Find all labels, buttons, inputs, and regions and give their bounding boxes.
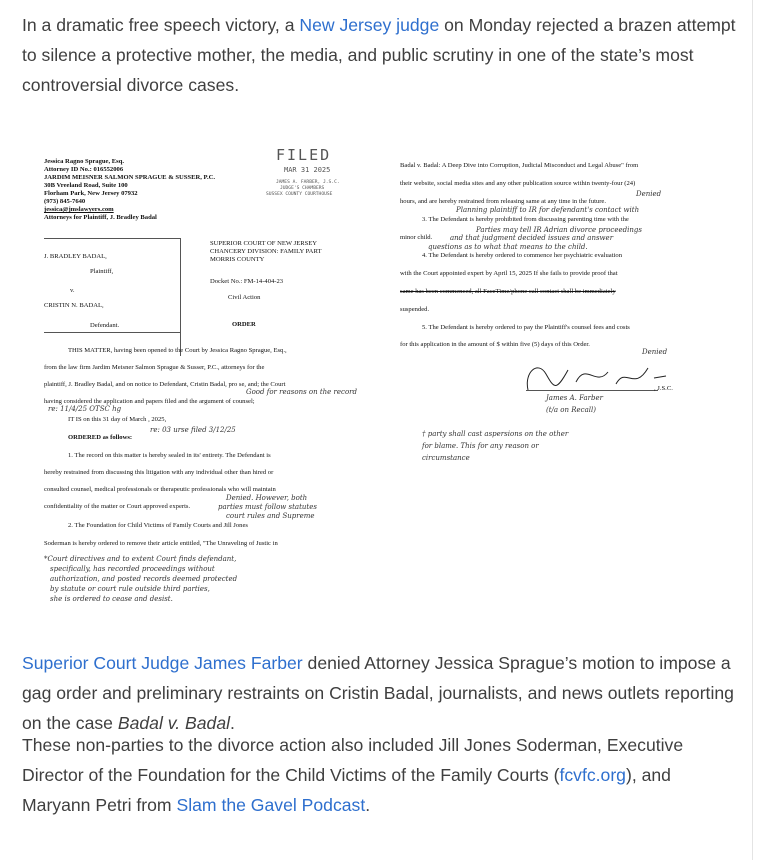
- handwriting-judgment: and that judgment decided issues and answer: [450, 234, 614, 242]
- handwriting-otsc: re: 11/4/25 OTSC hg: [48, 405, 122, 413]
- p2-item-4-a: 4. The Defendant is hereby ordered to commence her psychiatric evaluation: [422, 252, 622, 259]
- court-order-page-2-image: [396, 142, 682, 572]
- handwriting-judge-name: James A. Farber: [546, 394, 603, 402]
- body-line-3: plaintiff, J. Bradley Badal, and on notice to Defendant, Cristin Badal, pro se, and; the Court: [44, 381, 286, 388]
- body-line-5: IT IS on this 31 day of March , 2025,: [68, 416, 167, 423]
- slam-the-gavel-link[interactable]: Slam the Gavel Podcast: [176, 795, 366, 815]
- body-line-2: from the law firm Jardim Meisner Salmon Sprague & Susser, P.C., attorneys for the: [44, 364, 265, 371]
- defendant-label: Defendant.: [90, 322, 120, 329]
- handwriting-parties: Parties may tell IR Adrian divorce proceedings: [476, 226, 642, 234]
- defendant-name: CRISTIN N. BADAL,: [44, 302, 104, 309]
- ruling-text-b: .: [230, 713, 235, 733]
- plaintiff-name: J. BRADLEY BADAL,: [44, 253, 107, 260]
- handwriting-statute: by statute or court rule outside third parties,: [50, 585, 210, 593]
- non-parties-paragraph: [22, 730, 742, 820]
- handwriting-denied-2: Denied: [642, 348, 668, 356]
- content-right-border: [752, 0, 753, 860]
- attorney-name: Jessica Ragno Sprague, Esq.: [44, 158, 125, 165]
- caption-rule-top: [44, 238, 180, 239]
- item-1-line-c: consulted counsel, medical professionals or therapeutic professionals who will maintain: [44, 486, 276, 493]
- plaintiff-label: Plaintiff,: [90, 268, 114, 275]
- docket-number: Docket No.: FM-14-404-23: [210, 278, 284, 285]
- handwriting-cease: she is ordered to cease and desist.: [50, 595, 173, 603]
- body-line-6: ORDERED as follows:: [68, 434, 133, 441]
- handwriting-denied: Denied. However, both: [226, 494, 308, 502]
- p2-item-5-a: 5. The Defendant is hereby ordered to pay the Plaintiff's counsel fees and costs: [422, 324, 630, 331]
- p2-item-5-b: for this application in the amount of $ within five (5) days of this Order.: [400, 341, 590, 348]
- p2-line-3: hours, and are hereby restrained from releasing same at any time in the future.: [400, 198, 606, 205]
- address-line-1: 30B Vreeland Road, Suite 100: [44, 182, 128, 189]
- non-parties-text-a: These non-parties to the divorce action also included Jill Jones Soderman, Executive Director of the Foundation for the Child Victims of the Family Courts (: [22, 735, 684, 785]
- filed-stamp-date: MAR 31 2025: [284, 166, 331, 174]
- versus: v.: [70, 287, 75, 294]
- ruling-paragraph: [22, 648, 742, 738]
- handwriting-court-rules: court rules and Supreme: [226, 512, 315, 520]
- ruling-text-a: denied Attorney Jessica Sprague’s motion to impose a gag order and preliminary restraints on Cristin Badal, journalists, and news outlets reporting on the case: [22, 653, 734, 733]
- attorney-id: Attorney ID No.: 016552006: [44, 166, 124, 173]
- caption-divider: [180, 238, 181, 356]
- court-name-1: SUPERIOR COURT OF NEW JERSEY: [210, 240, 318, 247]
- handwriting-good-for-reasons: Good for reasons on the record: [246, 388, 357, 396]
- p2-item-4-c: same has been commenced, all FaceTime/phone call contact shall be immediately: [400, 288, 616, 295]
- handwriting-recorded: specifically, has recorded proceedings without: [50, 565, 215, 573]
- judge-farber-link[interactable]: Superior Court Judge James Farber: [22, 653, 303, 673]
- handwriting-authorization: authorization, and posted records deemed protected: [50, 575, 238, 583]
- item-1-line-a: 1. The record on this matter is hereby sealed in its' entirety. The Defendant is: [68, 452, 271, 459]
- handwriting-recall: (t/a on Recall): [546, 406, 596, 414]
- case-name: Badal v. Badal: [117, 713, 231, 733]
- item-1-line-b: hereby restrained from discussing this litigation with any individual other than hired or: [44, 469, 274, 476]
- p2-line-1: Badal v. Badal: A Deep Dive into Corruption, Judicial Misconduct and Legal Abuse" from: [400, 162, 639, 169]
- intro-paragraph: [22, 10, 742, 100]
- body-line-4: having considered the application and papers filed and the argument of counsel;: [44, 398, 255, 405]
- court-order-page-1-image: [40, 142, 366, 610]
- stamp-judge: JAMES A. FARBER, J.S.C.: [276, 180, 340, 185]
- handwriting-denied-1: Denied: [636, 190, 662, 198]
- intro-text-b: on Monday rejected a brazen attempt to silence a protective mother, the media, and public scrutiny in one of the state’s most controversial divorce cases.: [22, 15, 736, 95]
- body-line-1: THIS MATTER, having been opened to the Court by Jessica Ragno Sprague, Esq.,: [68, 347, 287, 354]
- handwriting-circumstance: circumstance: [422, 454, 470, 462]
- handwriting-blame: for blame. This for any reason or: [422, 442, 539, 450]
- attorneys-for: Attorneys for Plaintiff, J. Bradley Badal: [44, 214, 157, 221]
- handwriting-questions: questions as to what that means to the child.: [428, 243, 588, 251]
- p2-item-3-a: 3. The Defendant is hereby prohibited from discussing parenting time with the: [422, 216, 629, 223]
- p2-line-2: their website, social media sites and any other publication source within twenty-four (24): [400, 180, 636, 187]
- stamp-chambers: JUDGE'S CHAMBERS: [280, 186, 325, 191]
- p2-item-4-d: suspended.: [400, 306, 430, 313]
- p2-item-4-b: with the Court appointed expert by April 15, 2025 If she fails to provide proof that: [400, 270, 618, 277]
- p2-item-3-b: minor child.: [400, 234, 433, 241]
- email: jessica@jmslawyers.com: [44, 206, 114, 213]
- court-name-3: MORRIS COUNTY: [210, 256, 265, 263]
- item-2-line-b: Soderman is hereby ordered to remove their article entitled, "The Unraveling of Justic in: [44, 540, 278, 547]
- signature-line: [526, 390, 658, 391]
- fcvfc-link[interactable]: fcvfc.org: [559, 765, 626, 785]
- handwriting-statutes: parties must follow statutes: [218, 503, 317, 511]
- item-2-line-a: 2. The Foundation for Child Victims of Family Courts and Jill Jones: [68, 522, 248, 529]
- civil-action: Civil Action: [228, 294, 261, 301]
- caption-rule-bottom: [44, 332, 180, 333]
- intro-text-a: In a dramatic free speech victory, a: [22, 15, 300, 35]
- stamp-courthouse: SUSSEX COUNTY COURTHOUSE: [266, 192, 333, 197]
- non-parties-text-c: .: [365, 795, 371, 815]
- item-1-line-d: confidentiality of the matter or Court approved experts.: [44, 503, 191, 510]
- court-name-2: CHANCERY DIVISION: FAMILY PART: [210, 248, 322, 255]
- signature-title: , J.S.C.: [654, 385, 673, 392]
- filed-stamp: FILED: [276, 146, 332, 164]
- handwriting-planning: Planning plaintiff to IR for defendant's contact with: [456, 206, 640, 214]
- law-firm: JARDIM MEISNER SALMON SPRAGUE & SUSSER, P.C.: [44, 174, 216, 181]
- order-title: ORDER: [232, 321, 256, 328]
- handwriting-filed: re: 03 urse filed 3/12/25: [150, 426, 236, 434]
- non-parties-text-b: ), and Maryann Petri from: [22, 765, 671, 815]
- address-line-2: Florham Park, New Jersey 07932: [44, 190, 138, 197]
- handwriting-aspersions: † party shall cast aspersions on the other: [422, 430, 569, 438]
- handwriting-directives: *Court directives and to extent Court finds defendant,: [44, 555, 237, 563]
- new-jersey-judge-link[interactable]: New Jersey judge: [299, 15, 440, 35]
- phone: (973) 845-7640: [44, 198, 86, 205]
